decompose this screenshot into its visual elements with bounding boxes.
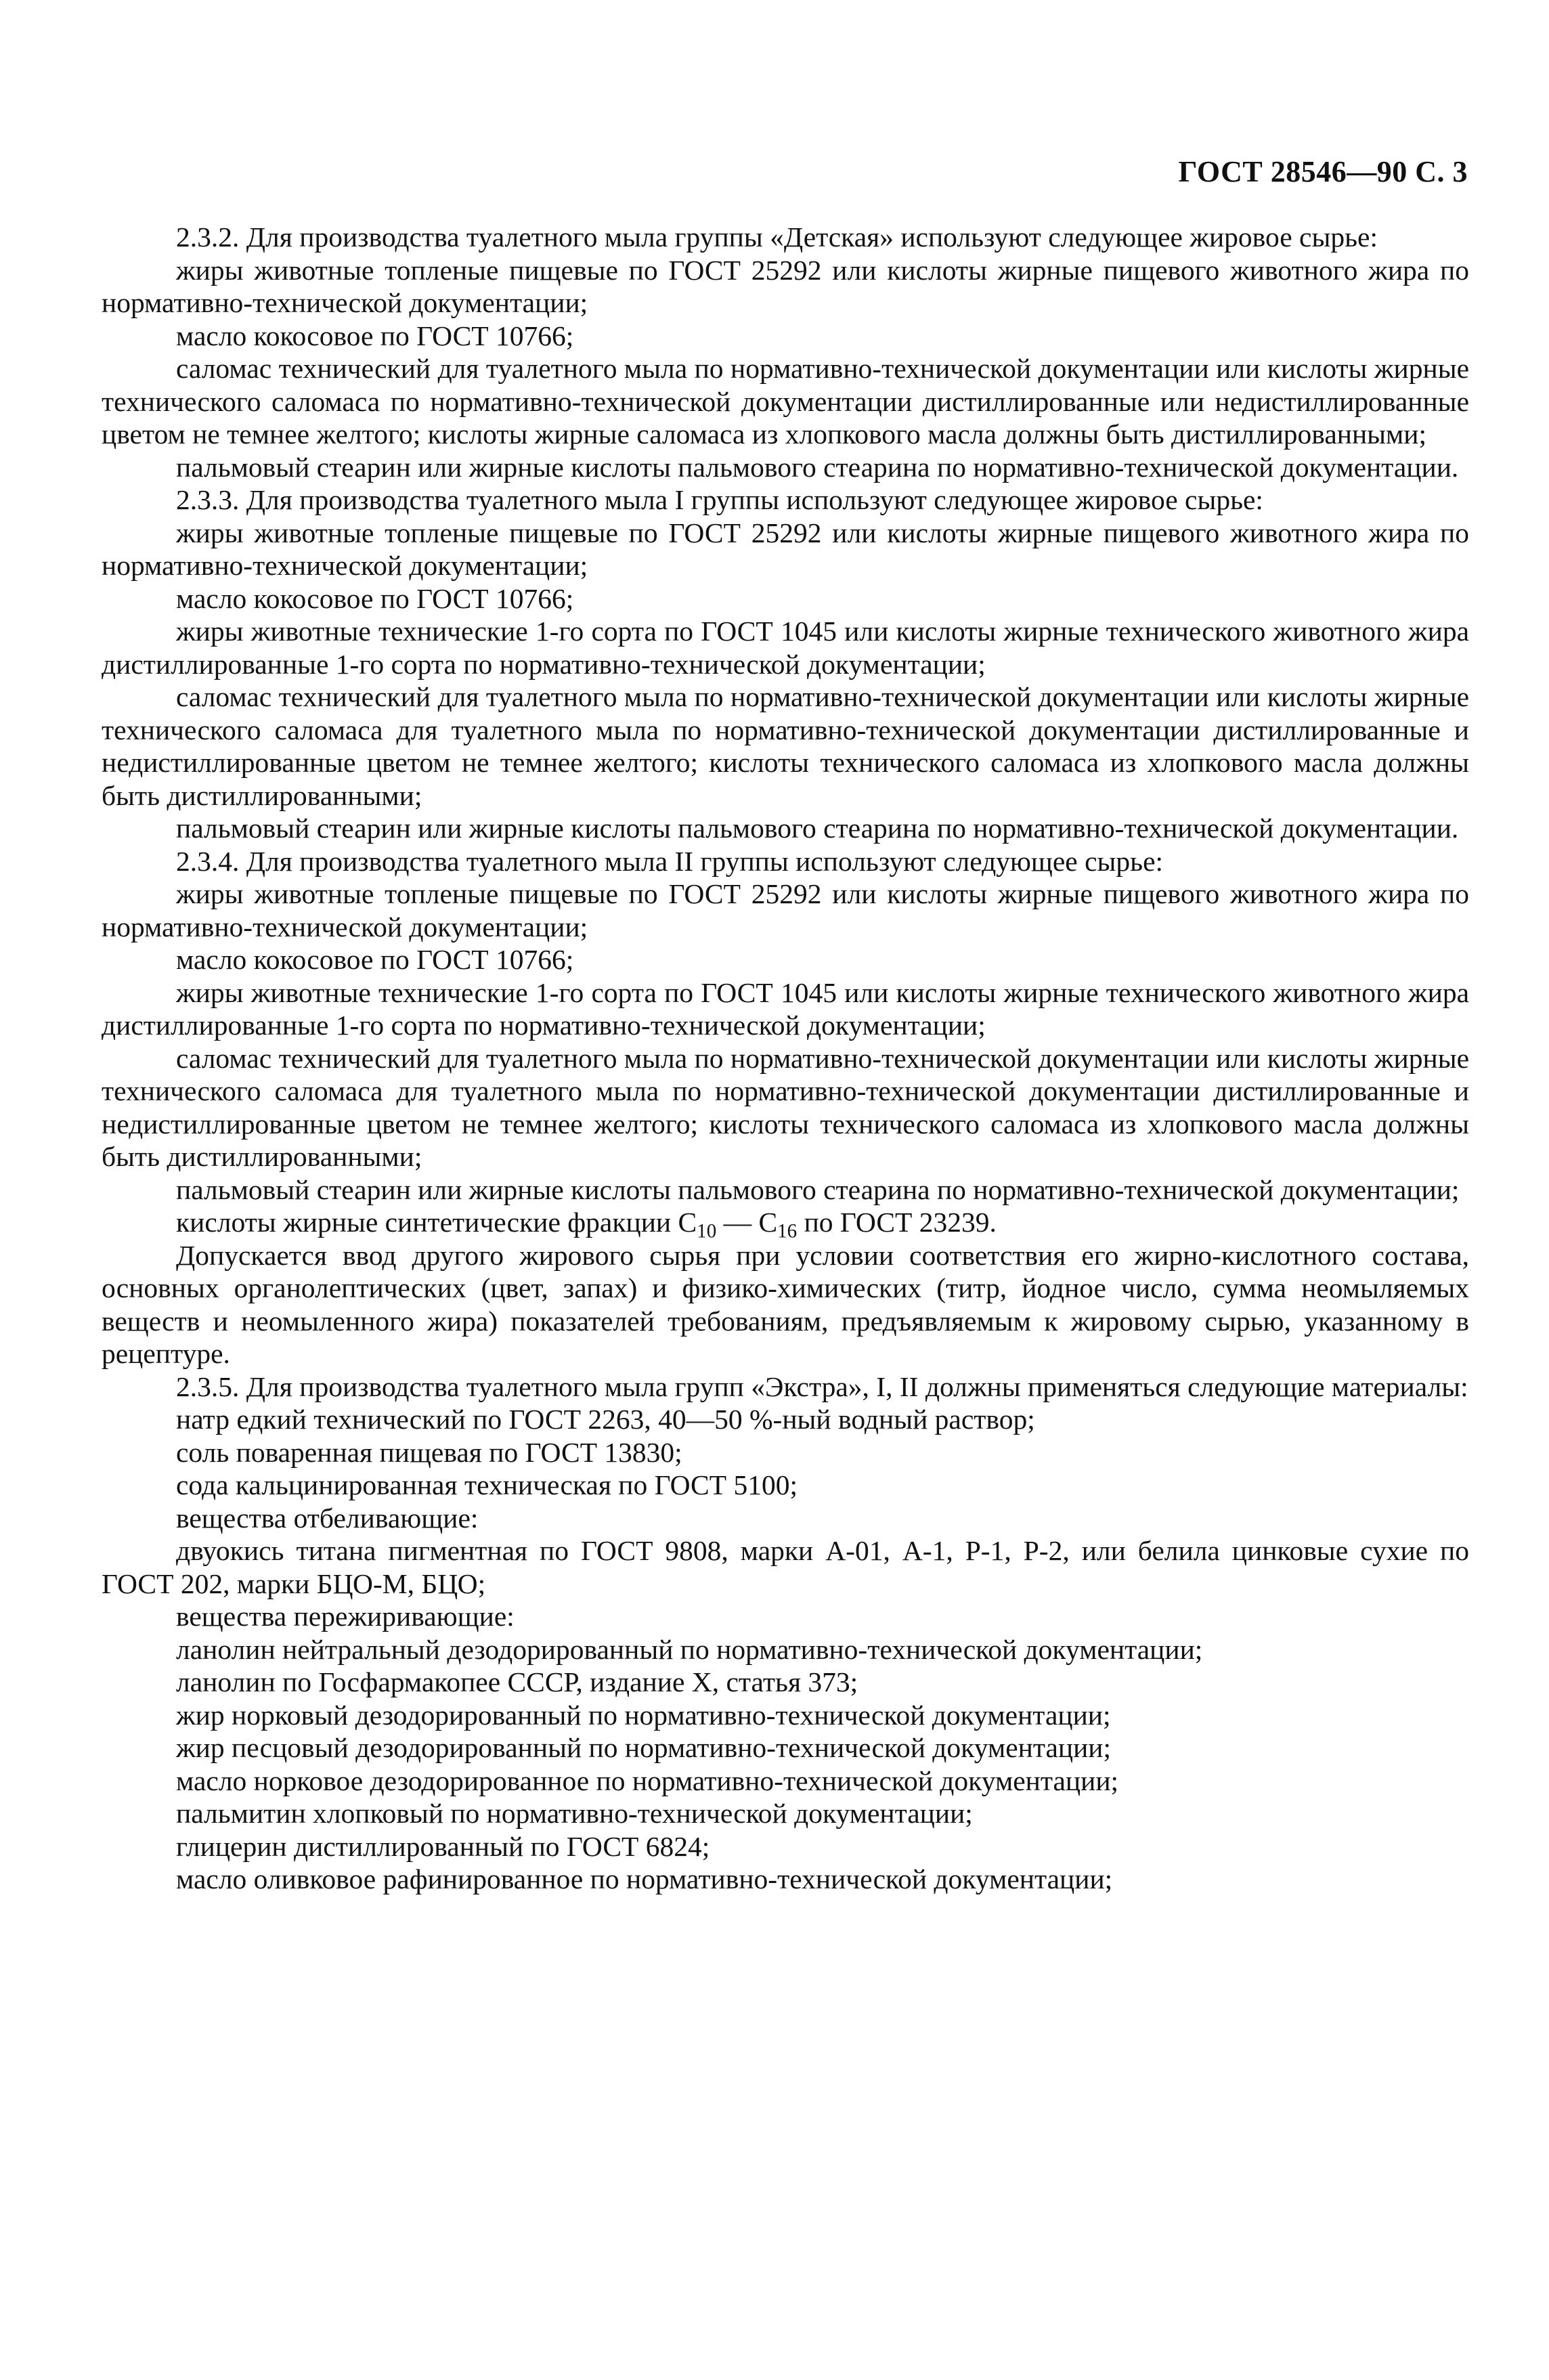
paragraph: 2.3.3. Для производства туалетного мыла I группы используют следующее жировое сырье: (176, 484, 1263, 515)
subscript-16: 16 (777, 1220, 798, 1242)
paragraph: двуокись титана пигментная по ГОСТ 9808, марки А-01, А-1, Р-1, Р-2, или белила цинковые сухие по ГОСТ 202, марки БЦО-М, БЦО; (102, 1535, 1469, 1599)
paragraph: вещества пережиривающие: (176, 1601, 515, 1632)
paragraph: ланолин по Госфармакопее СССР, издание X, статья 373; (176, 1666, 858, 1697)
paragraph: саломас технический для туалетного мыла по нормативно-технической документации или кислоты жирные технического саломаса по нормативно-технической документации дистиллированные или недистиллированные цветом не темнее желтого; кислоты жирные саломаса из хлопкового масла должны быть дистиллированными; (102, 353, 1469, 450)
paragraph: масло оливковое рафинированное по нормативно-технической документации; (176, 1863, 1113, 1895)
paragraph-fraction (102, 1206, 1469, 1242)
subscript-10: 10 (697, 1220, 717, 1242)
paragraph: вещества отбеливающие: (176, 1502, 479, 1534)
paragraph: соль поваренная пищевая по ГОСТ 13830; (176, 1436, 682, 1468)
fraction-prefix: кислоты жирные синтетические фракции С (176, 1207, 697, 1238)
paragraph: 2.3.5. Для производства туалетного мыла групп «Экстра», I, II должны применяться следующие материалы: (176, 1370, 1468, 1402)
paragraph: масло норковое дезодорированное по нормативно-технической документации; (176, 1765, 1119, 1796)
paragraph: натр едкий технический по ГОСТ 2263, 40—50 %-ный водный раствор; (176, 1404, 1035, 1435)
paragraph: пальмовый стеарин или жирные кислоты пальмового стеарина по нормативно-технической документации. (176, 813, 1459, 844)
paragraph: пальмитин хлопковый по нормативно-технической документации; (176, 1798, 973, 1829)
paragraph: жиры животные топленые пищевые по ГОСТ 25292 или кислоты жирные пищевого животного жира по нормативно-технической документации; (102, 254, 1469, 318)
paragraph: ланолин нейтральный дезодорированный по нормативно-технической документации; (176, 1633, 1203, 1665)
paragraph: саломас технический для туалетного мыла по нормативно-технической документации или кислоты жирные технического саломаса для туалетного мыла по нормативно-технической документации дистиллированные и недистиллированные цветом не темнее желтого; кислоты технического саломаса из хлопкового масла должны быть дистиллированными; (102, 681, 1469, 811)
paragraph: жиры животные технические 1-го сорта по ГОСТ 1045 или кислоты жирные технического животного жира дистиллированные 1-го сорта по нормативно-технической документации; (102, 976, 1469, 1041)
document-body (102, 221, 1469, 1896)
paragraph: Допускается ввод другого жирового сырья при условии соответствия его жирно-кислотного состава, основных органолептических (цвет, запах) и физико-химических (титр, йодное число, сумма неомыляемых веществ и неомыленного жира) показателей требованиям, предъявляемым к жировому сырью, указанному в рецептуре. (102, 1239, 1469, 1369)
paragraph: глицерин дистиллированный по ГОСТ 6824; (176, 1830, 710, 1862)
paragraph: сода кальцинированная техническая по ГОСТ 5100; (176, 1469, 798, 1500)
paragraph: жиры животные топленые пищевые по ГОСТ 25292 или кислоты жирные пищевого животного жира по нормативно-технической документации; (102, 517, 1469, 581)
fraction-suffix: по ГОСТ 23239. (797, 1207, 997, 1238)
paragraph: пальмовый стеарин или жирные кислоты пальмового стеарина по нормативно-технической документации. (176, 451, 1459, 483)
paragraph: жиры животные топленые пищевые по ГОСТ 25292 или кислоты жирные пищевого животного жира по нормативно-технической документации; (102, 878, 1469, 943)
paragraph: жир песцовый дезодорированный по нормативно-технической документации; (176, 1732, 1112, 1763)
paragraph: пальмовый стеарин или жирные кислоты пальмового стеарина по нормативно-технической документации; (176, 1173, 1460, 1205)
paragraph: масло кокосовое по ГОСТ 10766; (176, 582, 574, 614)
paragraph: 2.3.4. Для производства туалетного мыла II группы используют следующее сырье: (176, 845, 1164, 877)
page-header-doc-ref: ГОСТ 28546—90 С. 3 (1178, 155, 1468, 188)
paragraph: 2.3.2. Для производства туалетного мыла группы «Детская» используют следующее жировое сырье: (176, 221, 1378, 253)
paragraph: жиры животные технические 1-го сорта по ГОСТ 1045 или кислоты жирные технического животного жира дистиллированные 1-го сорта по нормативно-технической документации; (102, 615, 1469, 680)
paragraph: масло кокосовое по ГОСТ 10766; (176, 944, 574, 975)
fraction-dash: — С (716, 1207, 778, 1238)
paragraph: жир норковый дезодорированный по нормативно-технической документации; (176, 1699, 1111, 1731)
paragraph: саломас технический для туалетного мыла по нормативно-технической документации или кислоты жирные технического саломаса для туалетного мыла по нормативно-технической документации дистиллированные и недистиллированные цветом не темнее желтого; кислоты технического саломаса из хлопкового масла должны быть дистиллированными; (102, 1042, 1469, 1172)
paragraph: масло кокосовое по ГОСТ 10766; (176, 320, 574, 351)
